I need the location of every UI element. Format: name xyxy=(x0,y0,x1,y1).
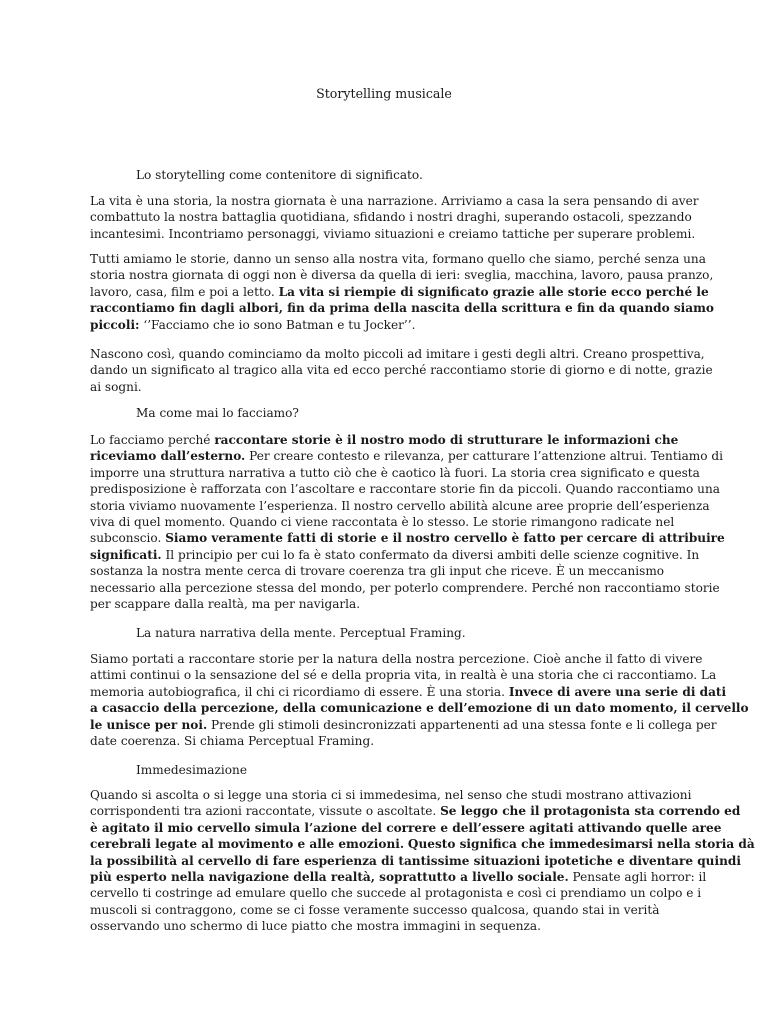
text-run: necessario alla percezione stessa del mondo, per poterlo comprendere. Perché non raccontiamo storie xyxy=(90,580,720,595)
paragraph xyxy=(90,787,755,935)
text-line xyxy=(90,209,692,225)
text-run: Prende gli stimoli desincronizzati appartenenti ad una stessa fonte e li collega per xyxy=(207,717,717,732)
text-line xyxy=(90,717,717,733)
text-run: predisposizione è rafforzata con l’ascoltare e raccontare storie fin da piccoli. Quando raccontiamo una xyxy=(90,482,720,497)
text-run: per scappare dalla realtà, ma per navigarla. xyxy=(90,597,361,612)
bold-text-run: La vita si riempie di significato grazie alle storie ecco perché le xyxy=(278,284,709,299)
text-run: Siamo portati a raccontare storie per la natura della nostra percezione. Cioè anche il fatto di vivere xyxy=(90,652,703,666)
paragraph xyxy=(90,251,714,333)
bold-text-run: le unisce per noi. xyxy=(90,717,208,732)
text-line xyxy=(90,317,678,333)
text-run: storia viviamo nuovamente l’esperienza. Il nostro cervello abilità alcune aree proprie dell’esperienza xyxy=(90,498,710,513)
text-line xyxy=(90,651,703,667)
text-line xyxy=(90,284,709,300)
text-run: dando un significato al tragico alla vita ed ecco perché raccontiamo storie di giorno e di notte, grazie xyxy=(90,363,713,378)
text-line xyxy=(90,498,710,514)
text-line xyxy=(90,918,678,934)
bold-text-run: la possibilità al cervello di fare esperienza di tantissime situazioni ipotetiche e diventare quindi xyxy=(90,853,741,868)
bold-text-run: a casaccio della percezione, della comunicazione e dell’emozione di un dato momento, il cervello xyxy=(90,701,749,716)
text-line xyxy=(90,563,678,579)
text-line xyxy=(90,251,706,267)
paragraph xyxy=(90,432,725,612)
text-line xyxy=(90,667,717,683)
text-line xyxy=(90,432,678,448)
text-run: Quando si ascolta o si legge una storia ci si immedesima, nel senso che studi mostrano attivazioni xyxy=(90,788,692,802)
text-line xyxy=(90,226,696,242)
text-line xyxy=(90,530,725,546)
text-line xyxy=(90,820,722,836)
text-run: date coerenza. Si chiama Perceptual Framing. xyxy=(90,734,375,749)
text-run: combattuto la nostra battaglia quotidiana, sfidando i nostri draghi, superando ostacoli, spezzando xyxy=(90,210,692,225)
text-line xyxy=(90,465,700,481)
text-line xyxy=(90,362,713,378)
bold-text-run: Siamo veramente fatti di storie e il nostro cervello è fatto per cercare di attribuire xyxy=(165,531,725,546)
text-run: memoria autobiografica, il chi ci ricordiamo di essere. È una storia. xyxy=(90,684,509,699)
paragraph xyxy=(90,651,749,749)
text-run: sostanza la nostra mente cerca di trovare coerenza tra gli input che riceve. È un meccanismo xyxy=(90,564,665,579)
text-run: Nascono così, quando cominciamo da molto piccoli ad imitare i gesti degli altri. Creano prospettiva, xyxy=(90,347,705,361)
text-line xyxy=(90,547,700,563)
bold-text-run: cerebrali legate al movimento e alle emozioni. xyxy=(90,837,405,852)
bold-text-run: significati. xyxy=(90,547,162,562)
text-run: subconscio. xyxy=(90,531,166,546)
section-heading-storytelling: Lo storytelling come contenitore di significato. xyxy=(136,168,423,182)
bold-text-run: raccontare storie è il nostro modo di strutturare le informazioni che xyxy=(214,433,679,447)
text-run: Il principio per cui lo fa è stato confermato da diversi ambiti delle scienze cognitive. In xyxy=(161,547,700,562)
text-line xyxy=(90,869,707,885)
text-line xyxy=(90,193,699,209)
text-run: Per creare contesto e rilevanza, per catturare l’attenzione altrui. Tentiamo di xyxy=(245,449,723,464)
text-run: ai sogni. xyxy=(90,379,142,394)
text-run: ‘’Facciamo che io sono Batman e tu Jocker’’. xyxy=(139,317,416,332)
section-heading-perceptual-framing: La natura narrativa della mente. Perceptual Framing. xyxy=(136,626,466,640)
section-heading-come-mai: Ma come mai lo facciamo? xyxy=(136,406,299,420)
text-line xyxy=(90,379,678,395)
paragraph xyxy=(90,193,699,242)
text-run: attimi continui o la sensazione del sé e della propria vita, in realtà è una storia che ci raccontiamo. La xyxy=(90,668,717,683)
text-run: muscoli si contraggono, come se ci fosse veramente successo qualcosa, quando stai in verità xyxy=(90,902,660,917)
text-run: lavoro, casa, film e poi a letto. xyxy=(90,284,279,299)
text-run: imporre una struttura narrativa a tutto ciò che è caotico là fuori. La storia crea significato e questa xyxy=(90,465,700,480)
bold-text-run: raccontiamo fin dagli albori, fin da prima della nascita della scrittura e fin da quando siamo xyxy=(90,301,714,316)
bold-text-run: più esperto nella navigazione della realtà, soprattutto a livello sociale. xyxy=(90,870,569,885)
text-run: corrispondenti tra azioni raccontate, vissute o ascoltate. xyxy=(90,804,441,819)
text-line xyxy=(90,684,727,700)
text-run: osservando uno schermo di luce piatto che mostra immagini in sequenza. xyxy=(90,919,541,934)
text-line xyxy=(90,481,720,497)
text-line xyxy=(90,836,755,852)
text-line xyxy=(90,448,723,464)
text-line xyxy=(90,853,741,869)
text-run: storia nostra giornata di oggi non è diversa da quella di ieri: sveglia, macchina, lavoro, pausa pranzo, xyxy=(90,268,714,283)
bold-text-run: Invece di avere una serie di dati xyxy=(508,684,727,699)
text-line xyxy=(90,733,678,749)
document-title: Storytelling musicale xyxy=(316,86,452,101)
bold-text-run: piccoli: xyxy=(90,317,140,332)
text-run: viva di quel momento. Quando ci viene raccontata è lo stesso. Le storie rimangono radicate nel xyxy=(90,515,675,530)
text-line xyxy=(90,267,714,283)
text-run: La vita è una storia, la nostra giornata è una narrazione. Arriviamo a casa la sera pensando di aver xyxy=(90,194,699,208)
text-line xyxy=(90,580,720,596)
text-line xyxy=(90,300,714,316)
bold-text-run: Se leggo che il protagonista sta correndo ed xyxy=(440,804,741,819)
text-run: Pensate agli horror: il xyxy=(568,870,707,885)
text-line xyxy=(90,700,749,716)
text-line xyxy=(90,902,678,918)
text-line xyxy=(90,346,705,362)
bold-text-run: riceviamo dall’esterno. xyxy=(90,449,246,464)
text-line xyxy=(90,514,678,530)
text-line xyxy=(90,885,702,901)
text-line xyxy=(90,803,741,819)
text-run: Tutti amiamo le storie, danno un senso alla nostra vita, formano quello che siamo, perché senza una xyxy=(90,252,706,266)
bold-text-run: Questo significa che immedesimarsi nella storia dà xyxy=(407,837,755,852)
text-run: incantesimi. Incontriamo personaggi, viviamo situazioni e creiamo tattiche per superare problemi. xyxy=(90,226,696,241)
text-line xyxy=(90,596,678,612)
text-run: cervello ti costringe ad emulare quello che succede al protagonista e così ci prendiamo un colpo e i xyxy=(90,886,702,901)
bold-text-run: è agitato il mio cervello simula l’azione del correre e dell’essere agitati attivando quelle aree xyxy=(90,820,722,835)
section-heading-immedesimazione: Immedesimazione xyxy=(136,763,247,777)
text-line xyxy=(90,787,692,803)
paragraph xyxy=(90,346,713,395)
text-run: Lo facciamo perché xyxy=(90,433,215,447)
